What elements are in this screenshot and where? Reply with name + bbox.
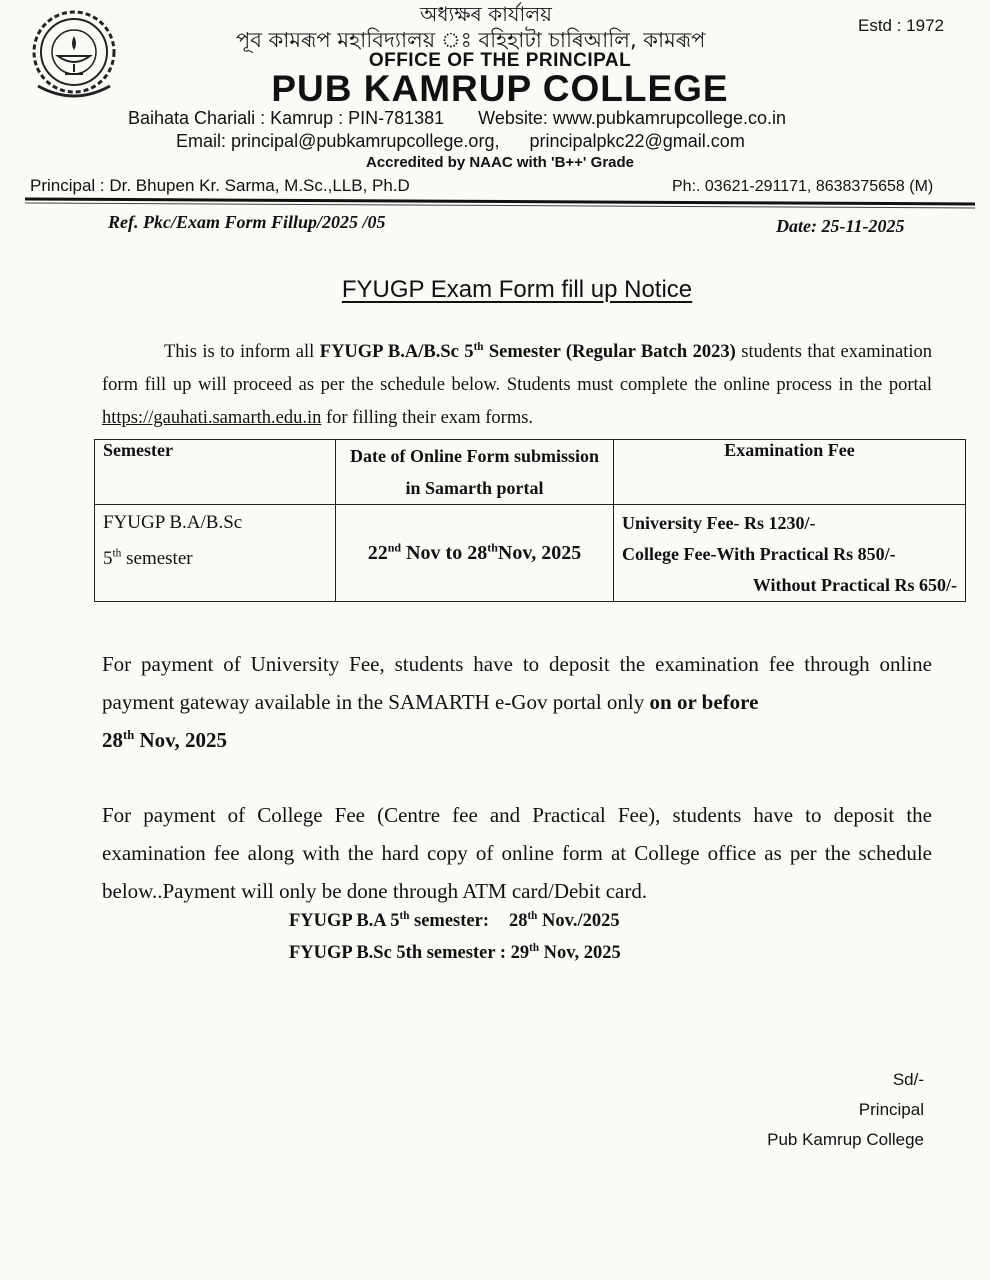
schedule-table (94, 439, 966, 602)
college-fee-paragraph: For payment of College Fee (Centre fee and Practical Fee), students have to deposit the examination fee along with the hard copy of online form at College office as per the schedule below..Payment will only be done through ATM card/Debit card. (102, 803, 932, 903)
header-date: Date of Online Form submission in Samarth portal (336, 440, 614, 505)
college-bengali-name: পূব কামৰূপ মহাবিদ্যালয় ঃ বহিহাটা চাৰিআলি, কামৰূপ (236, 28, 706, 52)
website[interactable]: Website: www.pubkamrupcollege.co.in (478, 108, 786, 128)
principal-name: Principal : Dr. Bhupen Kr. Sarma, M.Sc.,LLB, Ph.D (30, 176, 410, 195)
samarth-portal-link[interactable]: https://gauhati.samarth.edu.in (102, 408, 322, 428)
signature-designation: Principal (858, 1100, 924, 1119)
notice-title: FYUGP Exam Form fill up Notice (341, 276, 693, 303)
header-semester: Semester (95, 440, 336, 505)
table-header-row (95, 440, 966, 505)
college-name: PUB KAMRUP COLLEGE (271, 68, 729, 109)
established-year: Estd : 1972 (858, 16, 945, 35)
email-primary[interactable]: principal@pubkamrupcollege.org, (231, 131, 500, 151)
schedule-bsc: FYUGP B.Sc 5th semester : 29th Nov, 2025 (289, 941, 621, 963)
accreditation: Accredited by NAAC with 'B++' Grade (365, 154, 635, 171)
phone-numbers: Ph:. 03621-291171, 8638375658 (M) (672, 178, 934, 195)
address-line (128, 108, 786, 129)
cell-fee (614, 505, 966, 602)
office-bengali-heading: অধ্যক্ষৰ কাৰ্যালয় (420, 2, 552, 26)
header-fee: Examination Fee (614, 440, 966, 505)
table-row (95, 505, 966, 602)
signature-institution: Pub Kamrup College (767, 1130, 924, 1149)
address: Baihata Chariali : Kamrup : PIN-781381 (128, 108, 445, 128)
office-heading: OFFICE OF THE PRINCIPAL (368, 50, 632, 71)
fee-college-no-practical: Without Practical Rs 650/- (752, 575, 957, 595)
intro-paragraph: This is to inform all FYUGP B.A/B.Sc 5th Semester (Regular Batch 2023) students that examination form fill up will proceed as per the schedule below. Students must complete the online process in the portal https://gauhati.samarth.edu.in for filling their exam forms. (102, 340, 932, 428)
reference-number: Ref. Pkc/Exam Form Fillup/2025 /05 (108, 212, 386, 232)
notice-date: Date: 25-11-2025 (776, 216, 905, 236)
email-secondary[interactable]: principalpkc22@gmail.com (529, 131, 745, 151)
signature-sd: Sd/- (892, 1070, 924, 1089)
fee-college-practical: College Fee-With Practical Rs 850/- (622, 544, 896, 564)
university-fee-paragraph: For payment of University Fee, students have to deposit the examination fee through online payment gateway available in the SAMARTH e-Gov portal only on or before 28th Nov, 2025 (102, 652, 932, 752)
schedule-ba: FYUGP B.A 5th semester: 28th Nov./2025 (289, 909, 620, 931)
cell-date: 22nd Nov to 28thNov, 2025 (336, 505, 614, 602)
cell-semester: FYUGP B.A/B.Sc 5th semester (95, 505, 336, 602)
email-label: Email: (176, 131, 227, 151)
fee-university: University Fee- Rs 1230/- (622, 513, 816, 533)
email-line (176, 131, 745, 152)
